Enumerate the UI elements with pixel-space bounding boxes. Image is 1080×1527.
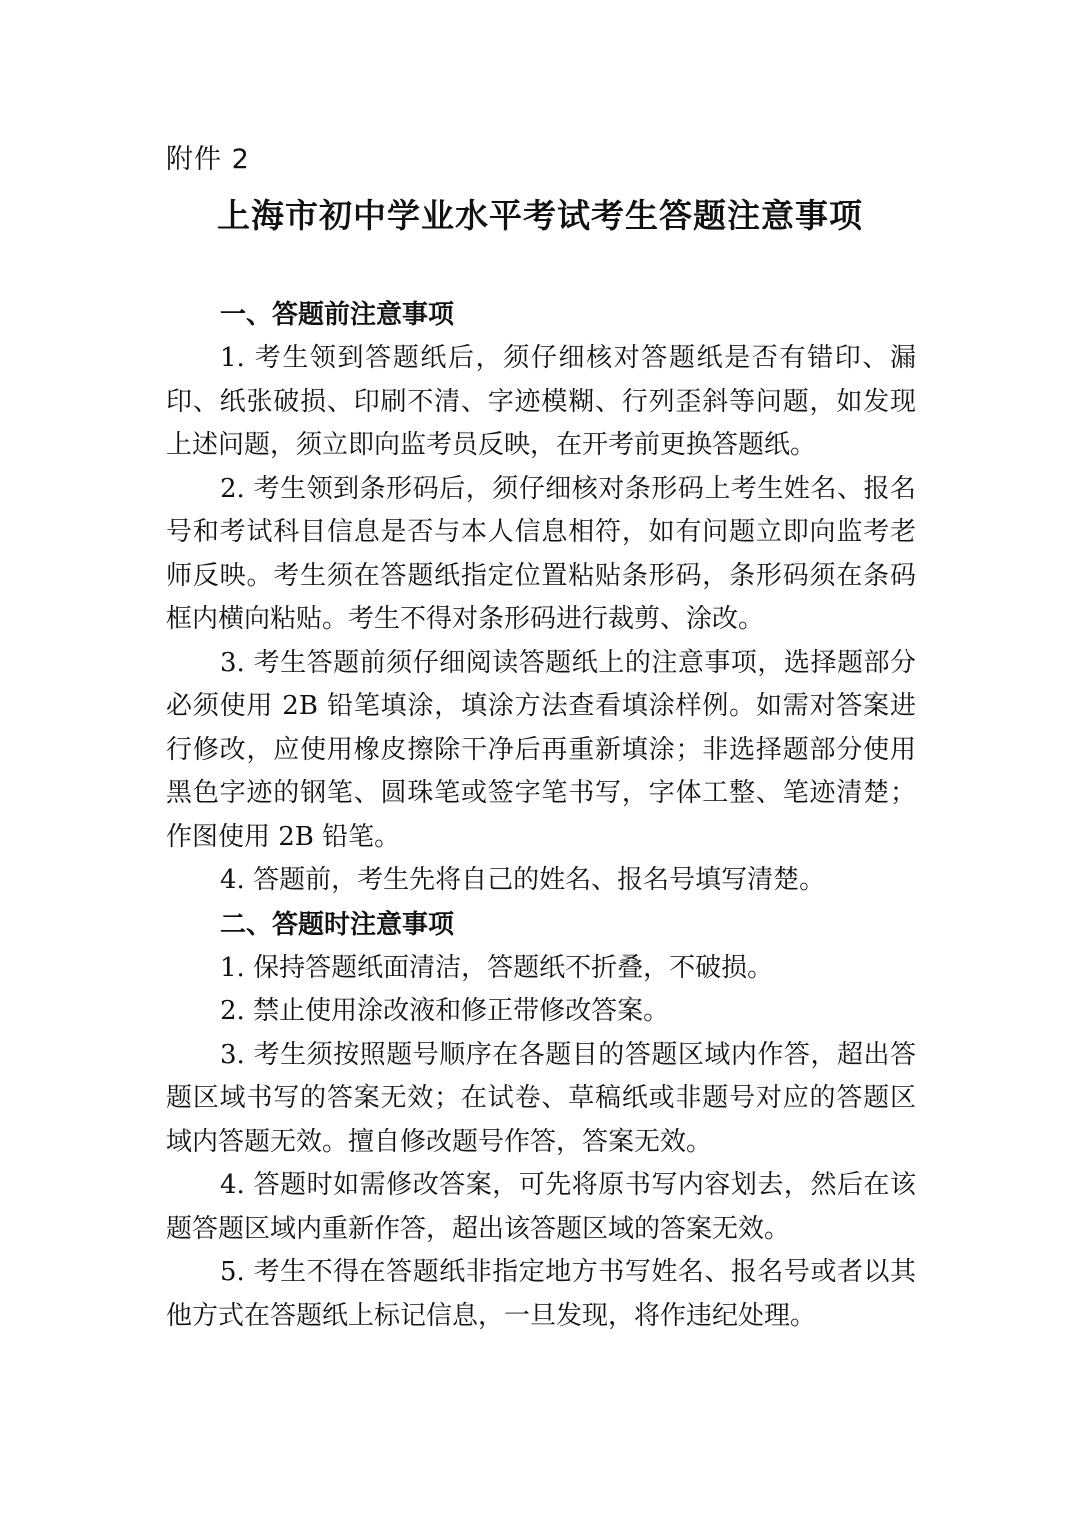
section-heading-while-answering: 二、答题时注意事项 <box>220 909 455 940</box>
item-before-1: 1. 考生领到答题纸后，须仔细核对答题纸是否有错印、漏印、纸张破损、印刷不清、字迹模糊、行列歪斜等问题，如发现上述问题，须立即向监考员反映，在开考前更换答题纸。 <box>166 343 916 460</box>
item-before-3: 3. 考生答题前须仔细阅读答题纸上的注意事项，选择题部分必须使用 2B 铅笔填涂，填涂方法查看填涂样例。如需对答案进行修改，应使用橡皮擦除干净后再重新填涂；非选择题部分使用黑色字迹的钢笔、圆珠笔或签字笔书写，字体工整、笔迹清楚；作图使用 2B 铅笔。 <box>166 647 916 852</box>
document-title: 上海市初中学业水平考试考生答题注意事项 <box>217 196 863 235</box>
attachment-label: 附件 2 <box>166 144 250 175</box>
section-heading-before-answering: 一、答题前注意事项 <box>220 300 455 330</box>
document-body <box>166 293 916 1338</box>
item-while-4: 4. 答题时如需修改答案，可先将原书写内容划去，然后在该题答题区域内重新作答，超出该答题区域的答案无效。 <box>166 1170 916 1244</box>
item-while-3: 3. 考生须按照题号顺序在各题目的答题区域内作答，超出答题区域书写的答案无效；在试卷、草稿纸或非题号对应的答题区域内答题无效。擅自修改题号作答，答案无效。 <box>166 1039 916 1157</box>
item-while-2: 2. 禁止使用涂改液和修正带修改答案。 <box>220 996 670 1026</box>
item-before-4: 4. 答题前，考生先将自己的姓名、报名号填写清楚。 <box>220 865 826 895</box>
item-while-5: 5. 考生不得在答题纸非指定地方书写姓名、报名号或者以其他方式在答题纸上标记信息，一旦发现，将作违纪处理。 <box>166 1257 916 1331</box>
item-while-1: 1. 保持答题纸面清洁，答题纸不折叠，不破损。 <box>220 952 774 983</box>
item-before-2: 2. 考生领到条形码后，须仔细核对条形码上考生姓名、报名号和考试科目信息是否与本人信息相符，如有问题立即向监考老师反映。考生须在答题纸指定位置粘贴条形码，条形码须在条码框内横向粘贴。考生不得对条形码进行裁剪、涂改。 <box>166 473 916 634</box>
